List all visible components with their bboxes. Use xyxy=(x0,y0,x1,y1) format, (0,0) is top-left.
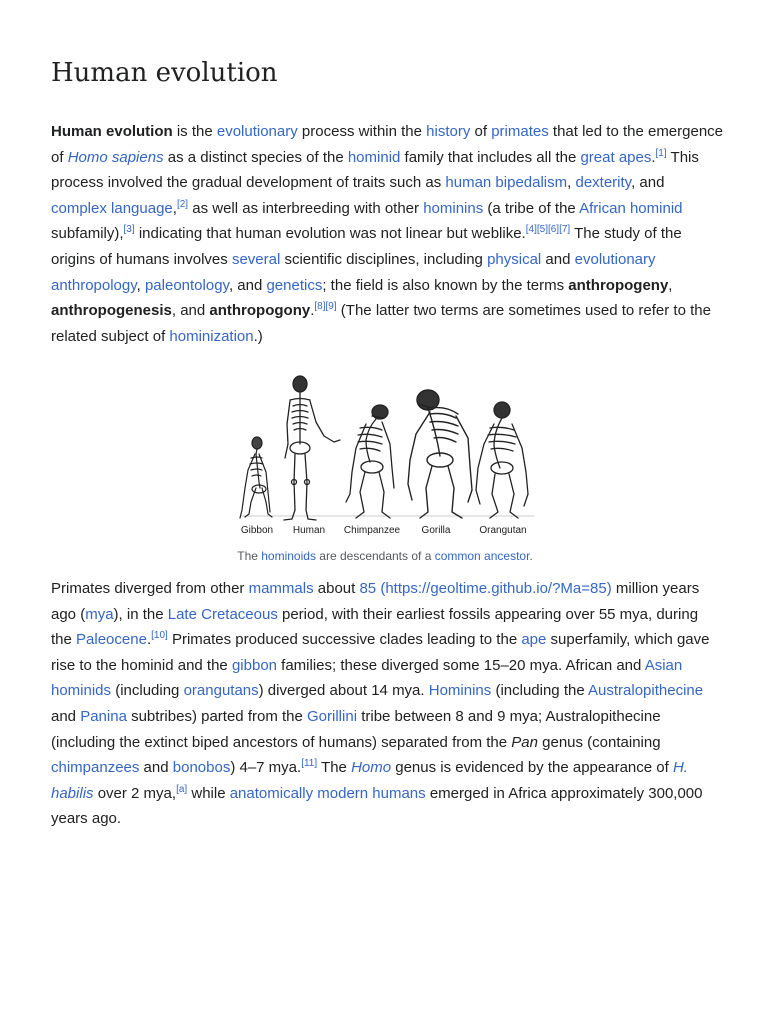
link-primates[interactable]: primates xyxy=(491,123,549,140)
link-anatomically-modern-humans[interactable]: anatomically modern humans xyxy=(229,784,426,802)
citation-link[interactable]: [3] xyxy=(123,224,135,236)
note-link[interactable]: [a] xyxy=(176,783,188,795)
link-mya[interactable]: mya xyxy=(85,605,114,623)
link-asian-hominids[interactable]: Asian hominids xyxy=(51,656,683,700)
bold-term: Human evolution xyxy=(51,123,173,140)
bold-term: anthropogeny xyxy=(568,276,669,294)
link-orangutans[interactable]: orangutans xyxy=(183,682,259,700)
skeletons-illustration[interactable] xyxy=(232,372,538,542)
link-australopithecine[interactable]: Australopithecine xyxy=(588,682,704,700)
link-paleontology[interactable]: paleontology xyxy=(144,276,229,294)
citation-link[interactable]: [1] xyxy=(655,147,667,159)
link-hominins[interactable]: hominins xyxy=(423,199,484,217)
skeleton-label-gorilla: Gorilla xyxy=(421,525,451,536)
italic-term: Pan xyxy=(511,733,538,751)
skeleton-label-gibbon: Gibbon xyxy=(240,525,274,536)
link-mammals[interactable]: mammals xyxy=(248,580,314,597)
link-geoltime[interactable]: 85 (https://geoltime.github.io/?Ma=85) xyxy=(359,580,612,597)
link-paleocene[interactable]: Paleocene xyxy=(76,631,147,649)
link-several[interactable]: several xyxy=(231,250,281,268)
citation-link[interactable]: [4][5][6][7] xyxy=(525,224,571,236)
link-dexterity[interactable]: dexterity xyxy=(575,174,632,192)
link-homo-sapiens[interactable]: Homo sapiens xyxy=(67,148,164,166)
link-homo[interactable]: Homo xyxy=(351,759,392,777)
link-hominins[interactable]: Hominins xyxy=(428,682,492,700)
skeleton-label-chimpanzee: Chimpanzee xyxy=(343,525,401,536)
citation-link[interactable]: [10] xyxy=(151,630,168,642)
bold-term: anthropogony xyxy=(209,302,311,320)
citation-link[interactable]: [8][9] xyxy=(314,301,337,313)
skeleton-label-human: Human xyxy=(292,525,326,536)
hominoid-skeletons-figure xyxy=(232,372,538,568)
link-h-habilis[interactable]: H. habilis xyxy=(51,759,688,802)
link-evolutionary-anthropology[interactable]: evolutionary anthropology xyxy=(51,250,656,294)
link-common-ancestor[interactable]: common ancestor xyxy=(434,549,530,563)
human-skeleton xyxy=(284,376,340,520)
link-panina[interactable]: Panina xyxy=(80,707,127,725)
link-gibbon[interactable]: gibbon xyxy=(231,656,277,674)
link-great-apes[interactable]: great apes xyxy=(580,148,652,166)
link-african-hominid[interactable]: African hominid xyxy=(579,199,683,217)
citation-link[interactable]: [11] xyxy=(301,758,318,770)
link-hominid[interactable]: hominid xyxy=(347,148,401,166)
link-hominization[interactable]: hominization xyxy=(169,327,254,345)
link-physical[interactable]: physical xyxy=(487,250,542,268)
skeleton-label-orangutan: Orangutan xyxy=(479,525,527,536)
gibbon-skeleton xyxy=(240,437,272,518)
chimpanzee-skeleton xyxy=(346,405,394,518)
citation-link[interactable]: [2] xyxy=(176,198,189,210)
link-human-bipedalism[interactable]: human bipedalism xyxy=(445,174,568,192)
link-chimpanzees[interactable]: chimpanzees xyxy=(51,759,140,777)
link-complex-language[interactable]: complex language xyxy=(51,199,173,217)
link-genetics[interactable]: genetics xyxy=(266,276,323,294)
figure-caption: The hominoids are descendants of a common ancestor. xyxy=(237,549,533,563)
link-ape[interactable]: ape xyxy=(521,631,547,649)
link-late-cretaceous[interactable]: Late Cretaceous xyxy=(167,605,278,623)
gorilla-skeleton xyxy=(408,390,472,518)
link-history[interactable]: history xyxy=(426,123,471,140)
link-bonobos[interactable]: bonobos xyxy=(172,759,231,777)
link-evolutionary[interactable]: evolutionary xyxy=(216,123,298,140)
link-hominoids[interactable]: hominoids xyxy=(261,549,316,563)
orangutan-skeleton xyxy=(476,402,528,518)
primates-paragraph: Primates diverged from other mammals about 85 (https://geoltime.github.io/?Ma=85) million years ago (mya), in the Late Cretaceous period, with their earliest fossils appearing over 55 mya, during the Paleocene.[10] Primates produced successive clades leading to the ape superfamily, which gave rise to the hominid and the gibbon families; these diverged some 15–20 mya. African and Asian hominids (including orangutans) diverged about 14 mya. Hominins (including the Australopithecine and Panina subtribes) parted from the Gorillini tribe between 8 and 9 mya; Australopithecine (including the extinct biped ancestors of humans) separated from the Pan genus (containing chimpanzees and bonobos) 4–7 mya.[11] The Homo genus is evidenced by the appearance of H. habilis over 2 mya,[a] while anatomically modern humans emerged in Africa approximately 300,000 years ago. xyxy=(51,580,710,828)
link-gorillini[interactable]: Gorillini xyxy=(307,707,358,725)
intro-paragraph: Human evolution is the evolutionary process within the history of primates that led to the emergence of Homo sapiens as a distinct species of the hominid family that includes all the great apes.[1] This process involved the gradual development of traits such as human bipedalism, dexterity, and complex language,[2] as well as interbreeding with other hominins (a tribe of the African hominid subfamily),[3] indicating that human evolution was not linear but weblike.[4][5][6][7] The study of the origins of humans involves several scientific disciplines, including physical and evolutionary anthropology, paleontology, and genetics; the field is also known by the terms anthropogeny, anthropogenesis, and anthropogony.[8][9] (The latter two terms are sometimes used to refer to the related subject of hominization.) xyxy=(51,123,724,345)
page-title: Human evolution xyxy=(51,58,278,88)
bold-term: anthropogenesis xyxy=(51,302,172,320)
